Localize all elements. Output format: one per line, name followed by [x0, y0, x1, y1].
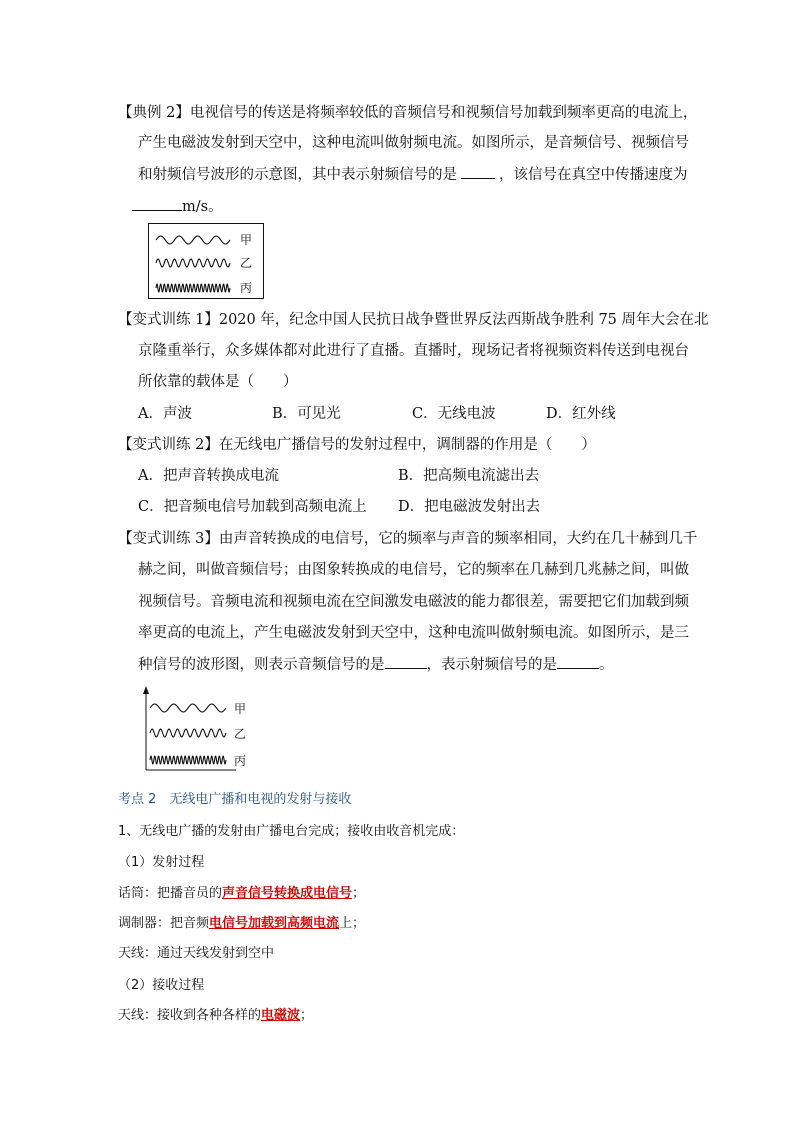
- variant-2-option-a[interactable]: A．把声音转换成电流: [138, 468, 279, 484]
- variant-1-option-d[interactable]: D．红外线: [546, 406, 616, 422]
- wave-label-yi: 乙: [240, 256, 253, 270]
- variant-1-line-1: 【变式训练 1】2020 年，纪念中国人民抗日战争暨世界反法西斯战争胜利 75 周年大会在北: [118, 312, 709, 328]
- wave-low-frequency: [150, 704, 226, 712]
- antenna-receive-line: 天线：接收到各种各样的电磁波；: [118, 1008, 314, 1023]
- variant-3-line-1: 【变式训练 3】由声音转换成的电信号，它的频率与声音的频率相同，大约在几十赫到几千: [118, 531, 698, 547]
- highlight-answer: 电信号加载到高频电流: [209, 916, 340, 931]
- wave-label-yi: 乙: [234, 727, 247, 741]
- variant-3-heading: 【变式训练 3】: [118, 531, 219, 547]
- variant-1-option-b[interactable]: B．可见光: [272, 406, 341, 422]
- example-2-line-3: 和射频信号波形的示意图，其中表示射频信号的是 ，该信号在真空中传播速度为: [138, 164, 688, 185]
- highlight-answer: 声音信号转换成电信号: [222, 886, 353, 901]
- variant-2-option-b[interactable]: B．把高频电流滤出去: [398, 468, 540, 484]
- waveform-figure-2: [138, 686, 254, 772]
- answer-blank[interactable]: [132, 196, 182, 211]
- highlight-answer: 电磁波: [261, 1008, 301, 1023]
- variant-2-heading: 【变式训练 2】: [118, 437, 219, 453]
- example-2-line-2: 产生电磁波发射到天空中，这种电流叫做射频电流。如图所示，是音频信号、视频信号: [138, 135, 689, 151]
- variant-3-line-2: 赫之间，叫做音频信号；由图象转换成的电信号，它的频率在几赫到几兆赫之间，叫做: [138, 562, 689, 578]
- variant-3-line-5: 种信号的波形图，则表示音频信号的是 ，表示射频信号的是 。: [138, 654, 614, 675]
- variant-2-option-c[interactable]: C．把音频电信号加载到高频电流上: [138, 499, 367, 515]
- wave-high-frequency: [150, 756, 226, 764]
- wave-high-frequency: [156, 284, 230, 292]
- variant-1-line-3: 所依靠的载体是（ ）: [138, 374, 298, 390]
- variant-1-line-2: 京隆重举行，众多媒体都对此进行了直播。直播时，现场记者将视频资料传送到电视台: [138, 343, 689, 359]
- variant-1-option-a[interactable]: A．声波: [138, 406, 192, 422]
- wave-label-bing: 丙: [234, 754, 247, 768]
- answer-blank[interactable]: [385, 654, 427, 669]
- variant-2-option-d[interactable]: D．把电磁波发射出去: [398, 499, 541, 515]
- wave-medium-frequency: [150, 729, 226, 737]
- wave-label-jia: 甲: [234, 702, 247, 716]
- variant-1-heading: 【变式训练 1】: [118, 312, 219, 328]
- wave-label-jia: 甲: [240, 233, 253, 247]
- answer-blank[interactable]: [461, 164, 495, 179]
- answer-blank[interactable]: [557, 654, 599, 669]
- variant-3-line-4: 率更高的电流上，产生电磁波发射到天空中，这种电流叫做射频电流。如图所示，是三: [138, 625, 689, 641]
- waveform-figure-1: [148, 223, 264, 299]
- paragraph-1: 1、无线电广播的发射由广播电台完成；接收由收音机完成：: [118, 824, 465, 839]
- subheading-receive: （2）接收过程: [118, 978, 205, 993]
- example-2-line-1: 【典例 2】电视信号的传送是将频率较低的音频信号和视频信号加载到频率更高的电流上，: [118, 105, 698, 121]
- wave-low-frequency: [156, 236, 230, 244]
- modulator-line: 调制器：把音频电信号加载到高频电流上；: [118, 916, 366, 931]
- variant-3-line-3: 视频信号。音频电流和视频电流在空间激发电磁波的能力都很差，需要把它们加载到频: [138, 594, 689, 610]
- variant-1-option-c[interactable]: C．无线电波: [412, 406, 496, 422]
- microphone-line: 话筒：把播音员的声音信号转换成电信号；: [118, 886, 366, 901]
- variant-2-line-1: 【变式训练 2】在无线电广播信号的发射过程中，调制器的作用是（ ）: [118, 437, 596, 453]
- wave-medium-frequency: [156, 259, 230, 267]
- section-title: 考点 2 无线电广播和电视的发射与接收: [118, 792, 352, 807]
- subheading-transmit: （1）发射过程: [118, 855, 205, 870]
- antenna-transmit-line: 天线：通过天线发射到空中: [118, 946, 275, 961]
- example-2-line-4: m/s。: [132, 196, 223, 217]
- wave-label-bing: 丙: [240, 281, 253, 295]
- example-2-heading: 【典例 2】: [118, 105, 190, 121]
